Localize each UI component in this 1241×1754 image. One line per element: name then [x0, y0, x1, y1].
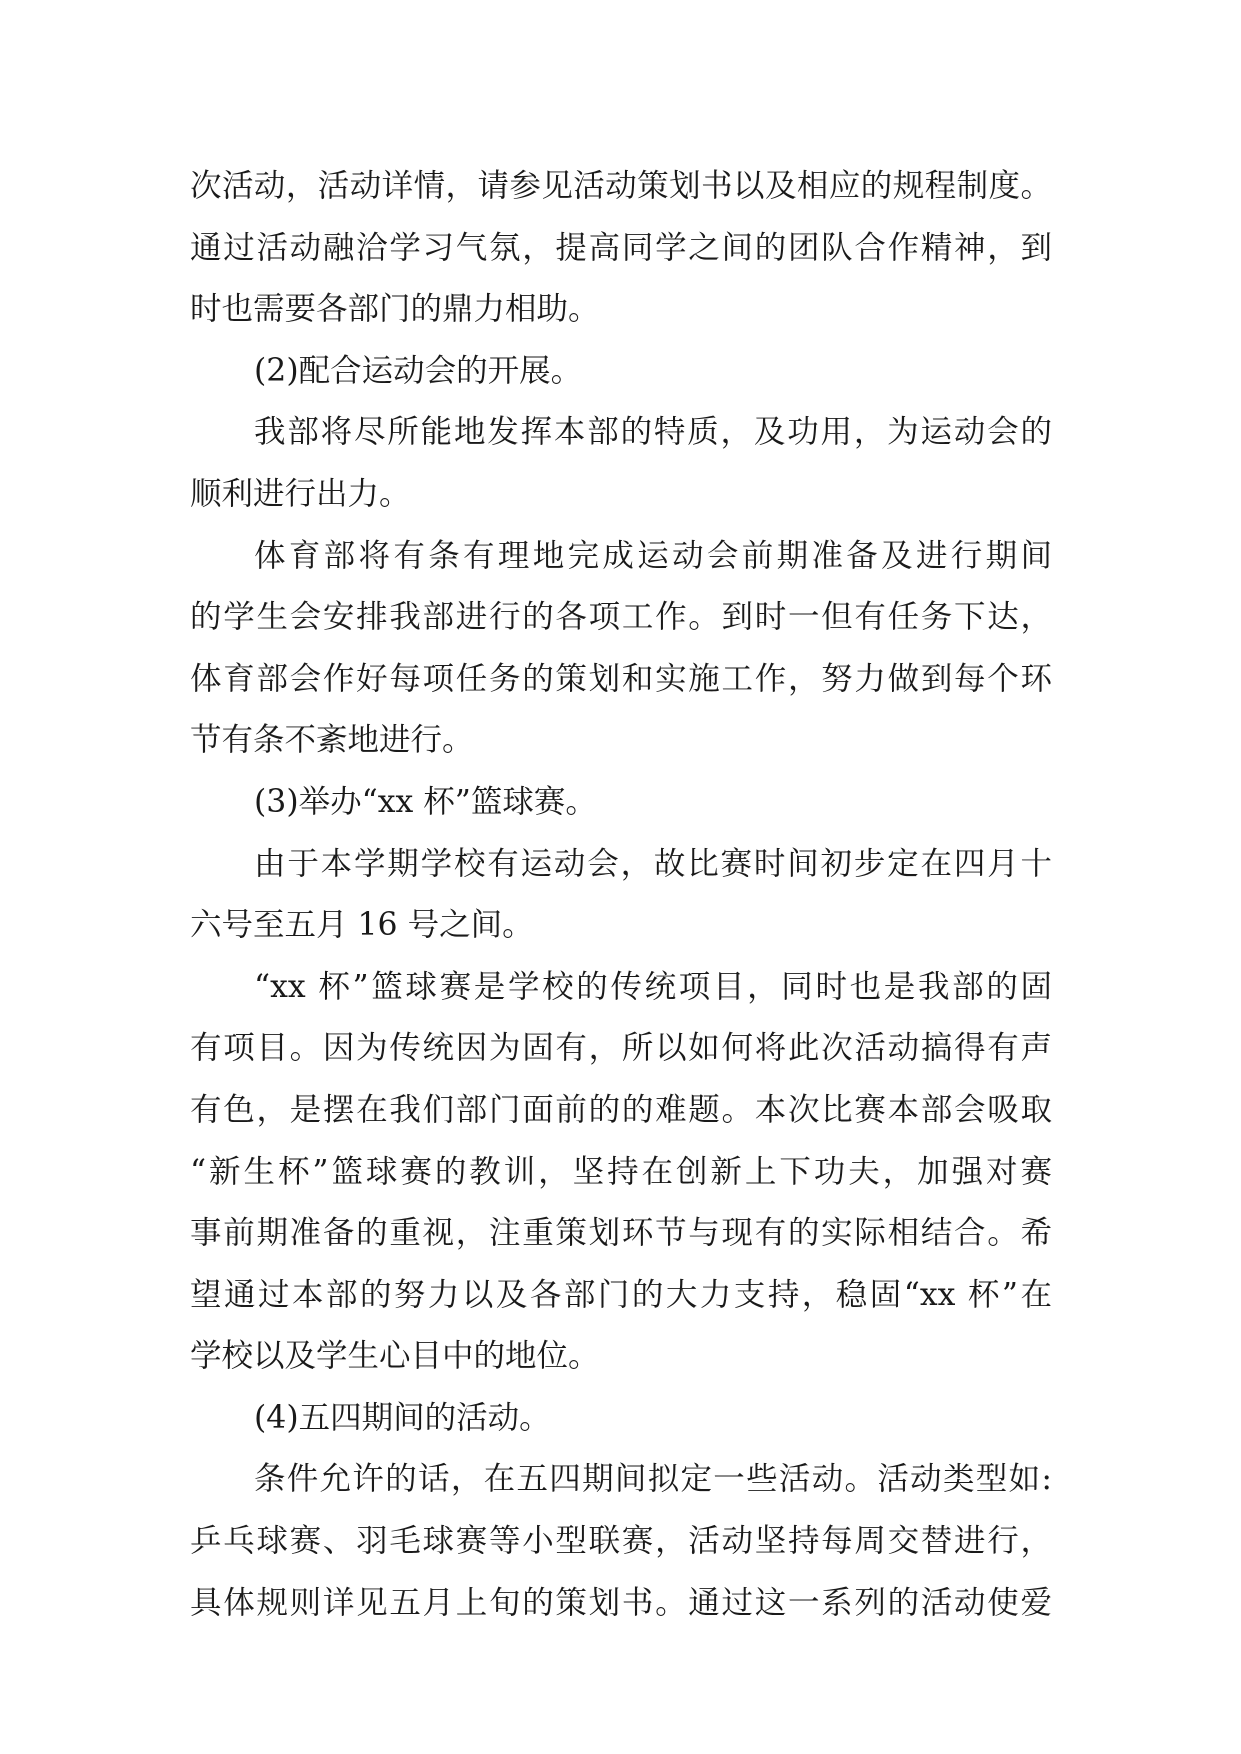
text-line: 六号至五月 16 号之间。 [190, 907, 534, 944]
document-body [190, 156, 1052, 1634]
text-line: 体育部将有条有理地完成运动会前期准备及进行期间 [254, 537, 1052, 574]
text-line: 时也需要各部门的鼎力相助。 [190, 291, 600, 328]
text-line: “新生杯”篮球赛的教训，坚持在创新上下功夫，加强对赛 [190, 1153, 1052, 1190]
text-line: 事前期准备的重视，注重策划环节与现有的实际相结合。希 [190, 1215, 1052, 1252]
text-line: (4)五四期间的活动。 [254, 1399, 551, 1436]
text-line: 学校以及学生心目中的地位。 [190, 1338, 600, 1375]
text-line: 节有条不紊地进行。 [190, 722, 474, 759]
text-line: 条件允许的话，在五四期间拟定一些活动。活动类型如: [254, 1461, 1052, 1498]
text-line: 体育部会作好每项任务的策划和实施工作，努力做到每个环 [190, 660, 1052, 697]
text-line: 顺利进行出力。 [190, 475, 411, 512]
text-line: (3)举办“xx 杯”篮球赛。 [254, 783, 597, 820]
text-line: “xx 杯”篮球赛是学校的传统项目，同时也是我部的固 [254, 968, 1052, 1005]
text-line: 有色，是摆在我们部门面前的的难题。本次比赛本部会吸取 [190, 1091, 1052, 1128]
text-line: (2)配合运动会的开展。 [254, 352, 583, 389]
text-line: 我部将尽所能地发挥本部的特质，及功用，为运动会的 [254, 414, 1052, 451]
text-line: 有项目。因为传统因为固有，所以如何将此次活动搞得有声 [190, 1030, 1052, 1067]
text-line: 的学生会安排我部进行的各项工作。到时一但有任务下达， [190, 599, 1052, 636]
text-line: 次活动，活动详情，请参见活动策划书以及相应的规程制度。 [190, 168, 1052, 204]
text-line: 具体规则详见五月上旬的策划书。通过这一系列的活动使爱 [190, 1584, 1052, 1621]
text-line: 通过活动融洽学习气氛，提高同学之间的团队合作精神，到 [190, 229, 1052, 266]
text-line: 乒乓球赛、羽毛球赛等小型联赛，活动坚持每周交替进行， [190, 1523, 1052, 1560]
text-line: 由于本学期学校有运动会，故比赛时间初步定在四月十 [254, 845, 1052, 882]
text-line: 望通过本部的努力以及各部门的大力支持，稳固“xx 杯”在 [190, 1276, 1052, 1313]
